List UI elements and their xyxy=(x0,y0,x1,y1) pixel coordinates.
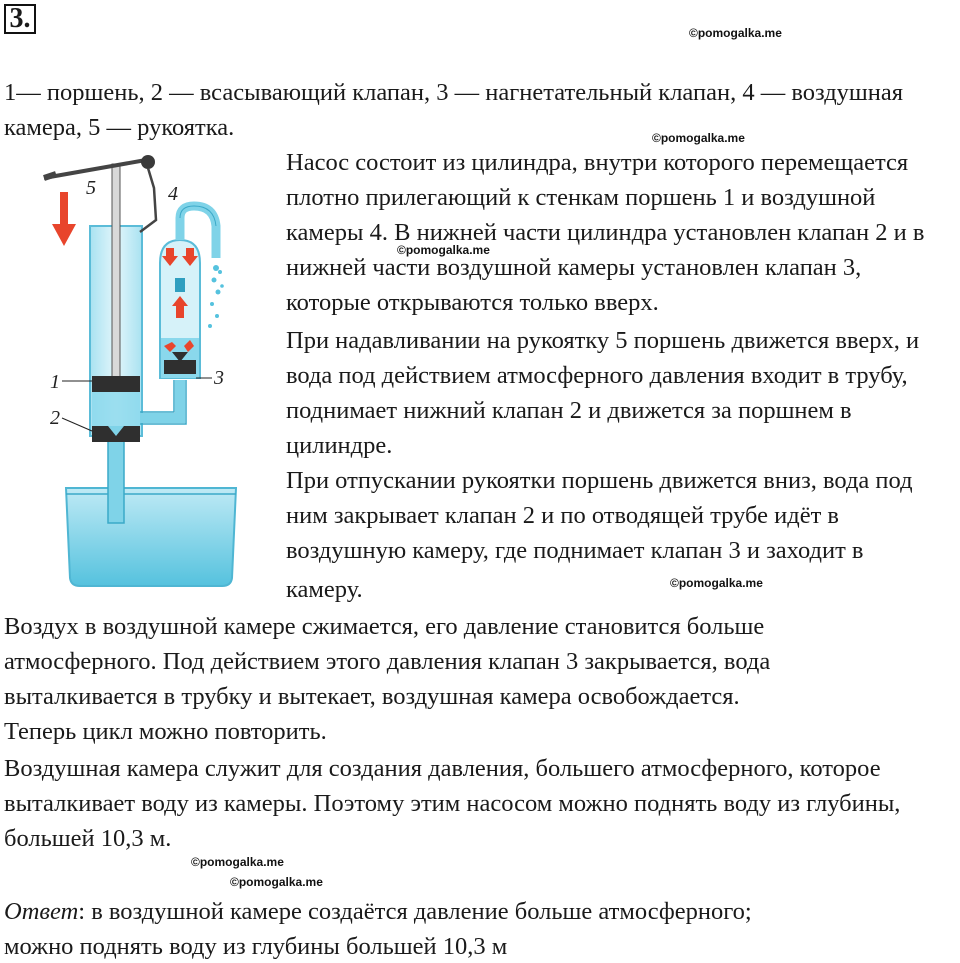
text-line: Воздушная камера служит для создания давления, большего атмосферного, которое xyxy=(4,755,881,782)
text-line: ним закрывает клапан 2 и по отводящей трубе идёт в xyxy=(286,502,839,529)
answer-line xyxy=(4,897,752,927)
text-line: При отпускании рукоятки поршень движется вниз, вода под xyxy=(286,467,913,494)
down-arrow-icon xyxy=(52,192,76,246)
text-line: Воздух в воздушной камере сжимается, его давление становится больше xyxy=(4,613,765,640)
piston xyxy=(92,376,140,392)
text-line: Теперь цикл можно повторить. xyxy=(4,718,327,745)
text-line: большей 10,3 м. xyxy=(4,825,172,852)
watermark: ©pomogalka.me xyxy=(230,875,323,889)
text-line: нижней части воздушной камеры установлен клапан 3, xyxy=(286,254,862,281)
text-line: поднимает нижний клапан 2 и движется за поршнем в xyxy=(286,397,852,424)
text-line: При надавливании на рукоятку 5 поршень движется вверх, и xyxy=(286,327,920,354)
handle xyxy=(44,160,146,178)
watermark: ©pomogalka.me xyxy=(670,576,763,590)
text-line: выталкивает воду из камеры. Поэтому этим насосом можно поднять воду из глубины, xyxy=(4,790,901,817)
text-line: цилиндре. xyxy=(286,432,393,459)
intake-pipe xyxy=(108,433,124,523)
label-4: 4 xyxy=(168,183,178,205)
text-line: камеры 4. В нижней части цилиндра установлен клапан 2 и в xyxy=(286,219,925,246)
watermark: ©pomogalka.me xyxy=(652,131,745,145)
task-number: 3. xyxy=(4,4,36,34)
piston-rod xyxy=(112,164,120,378)
text-line: выталкивается в трубку и вытекает, воздушная камера освобождается. xyxy=(4,683,740,710)
legend-line: 1— поршень, 2 — всасывающий клапан, 3 — нагнетательный клапан, 4 — воздушная xyxy=(4,79,904,106)
text-line: камеру. xyxy=(286,576,363,603)
answer-line-2: можно поднять воду из глубины большей 10,3 м xyxy=(4,933,508,960)
pump-diagram xyxy=(4,148,270,598)
answer-label: Ответ xyxy=(4,898,79,925)
text-line: которые открываются только вверх. xyxy=(286,289,659,316)
text-line: воздушную камеру, где поднимает клапан 3 и заходит в xyxy=(286,537,864,564)
watermark: ©pomogalka.me xyxy=(689,26,782,40)
basin xyxy=(66,488,236,586)
answer-text: : в воздушной камере создаётся давление больше атмосферного; xyxy=(78,898,752,925)
watermark: ©pomogalka.me xyxy=(191,855,284,869)
text-line: атмосферного. Под действием этого давления клапан 3 закрывается, вода xyxy=(4,648,771,675)
text-line: вода под действием атмосферного давления входит в трубу, xyxy=(286,362,908,389)
legend-line: камера, 5 — рукоятка. xyxy=(4,114,235,141)
text-line: плотно прилегающий к стенкам поршень 1 и воздушной xyxy=(286,184,876,211)
label-3: 3 xyxy=(214,367,224,389)
discharge-valve xyxy=(164,360,196,374)
label-5: 5 xyxy=(86,177,96,199)
label-1: 1 xyxy=(50,371,60,393)
watermark: ©pomogalka.me xyxy=(397,243,490,257)
text-line: Насос состоит из цилиндра, внутри которого перемещается xyxy=(286,149,909,176)
label-2: 2 xyxy=(50,407,60,429)
